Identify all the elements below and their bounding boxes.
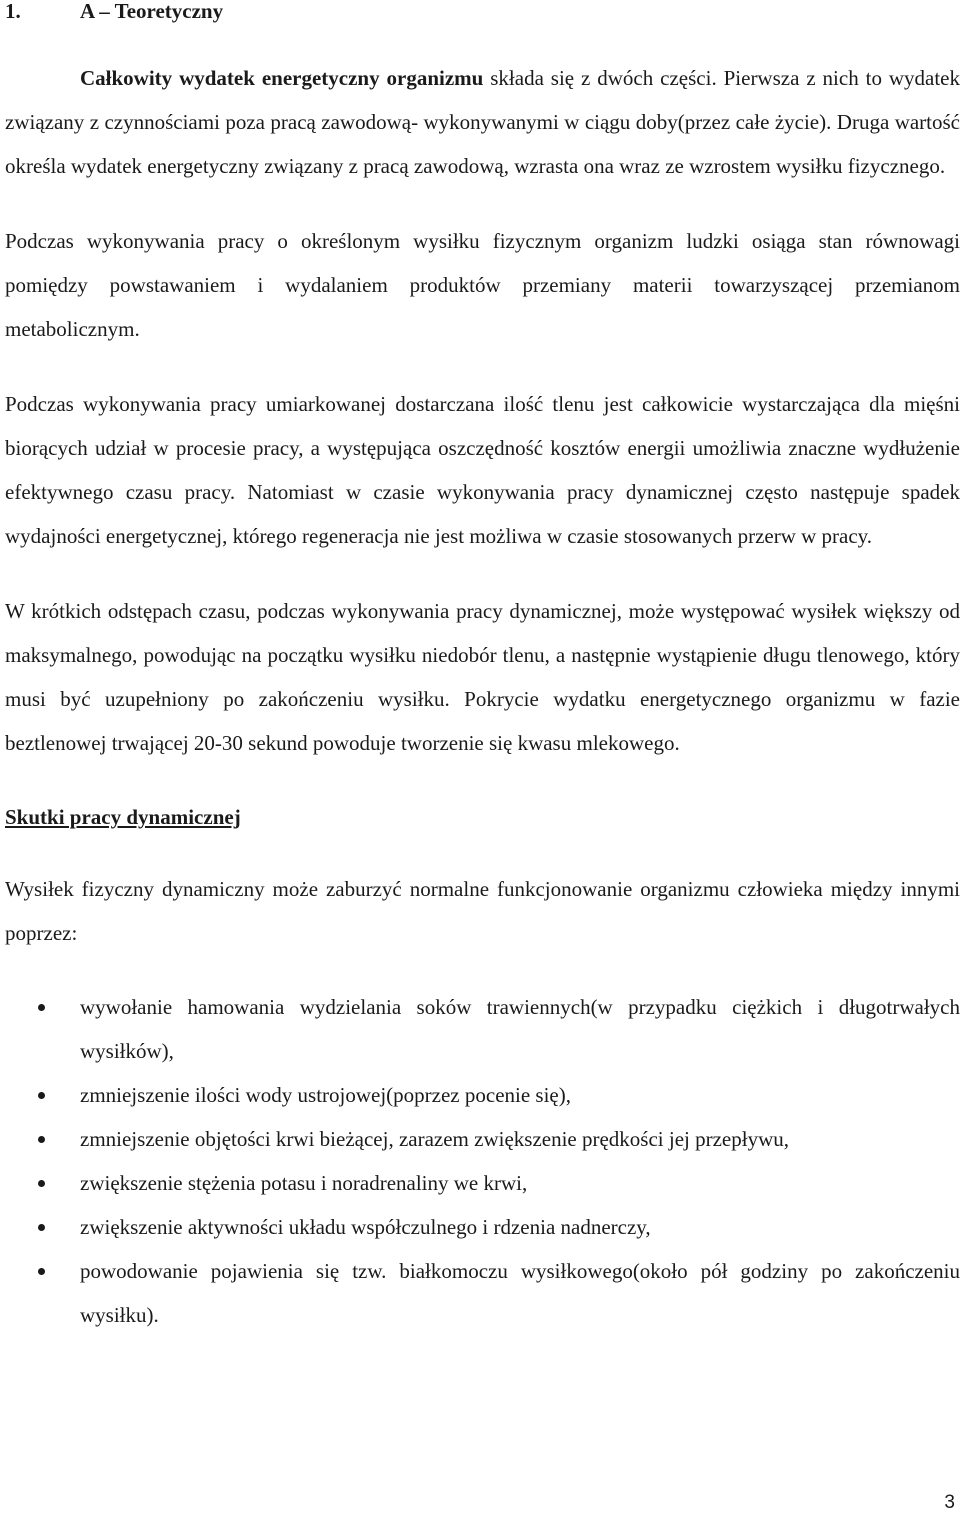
list-item: wywołanie hamowania wydzielania soków trawiennych(w przypadku ciężkich i długotrwałych wysiłków), bbox=[5, 985, 960, 1073]
bullet-icon bbox=[38, 1004, 45, 1011]
paragraph-bold-lead: Całkowity wydatek energetyczny organizmu bbox=[80, 66, 484, 90]
page-number: 3 bbox=[944, 1492, 955, 1513]
bullet-icon bbox=[38, 1268, 45, 1275]
paragraph-moderate-work: Podczas wykonywania pracy umiarkowanej dostarczana ilość tlenu jest całkowicie wystarczająca dla mięśni biorących udział w procesie pracy, a występująca oszczędność kosztów energii umożliwia znaczne wydłużenie efektywnego czasu pracy. Natomiast w czasie wykonywania pracy dynamicznej często następuje spadek wydajności energetycznej, którego regeneracja nie jest możliwa w czasie stosowanych przerw w pracy. bbox=[5, 392, 960, 548]
list-item: zmniejszenie ilości wody ustrojowej(poprzez pocenie się), bbox=[5, 1073, 960, 1117]
bullet-icon bbox=[38, 1092, 45, 1099]
effects-list bbox=[5, 985, 960, 1337]
section-title: A – Teoretyczny bbox=[80, 0, 224, 23]
paragraph-equilibrium: Podczas wykonywania pracy o określonym wysiłku fizycznym organizm ludzki osiąga stan równowagi pomiędzy powstawaniem i wydalaniem produktów przemiany materii towarzyszącej przemianom metabolicznym. bbox=[5, 229, 960, 341]
list-item: zwiększenie stężenia potasu i noradrenaliny we krwi, bbox=[5, 1161, 960, 1205]
list-item: zmniejszenie objętości krwi bieżącej, zarazem zwiększenie prędkości jej przepływu, bbox=[5, 1117, 960, 1161]
document-page bbox=[5, 0, 960, 1337]
paragraph-text: składa się z dwóch części. Pierwsza z nich to wydatek związany z czynnościami poza pracą zawodową- wykonywanymi w ciągu doby(przez całe życie). Druga wartość określa wydatek energetyczny związany z pracą zawodową, wzrasta ona wraz ze wzrostem wysiłku fizycznego. bbox=[5, 66, 960, 178]
list-item: zwiększenie aktywności układu współczulnego i rdzenia nadnerczy, bbox=[5, 1205, 960, 1249]
bullet-icon bbox=[38, 1136, 45, 1143]
paragraph-dynamic-effort: Wysiłek fizyczny dynamiczny może zaburzyć normalne funkcjonowanie organizmu człowieka między innymi poprzez: bbox=[5, 877, 960, 945]
section-heading bbox=[5, 0, 960, 24]
paragraph-energy-expenditure bbox=[5, 56, 960, 188]
bullet-icon bbox=[38, 1224, 45, 1231]
list-item: powodowanie pojawienia się tzw. białkomoczu wysiłkowego(około pół godziny po zakończeniu wysiłku). bbox=[5, 1249, 960, 1337]
section-number: 1. bbox=[5, 0, 21, 23]
bullet-icon bbox=[38, 1180, 45, 1187]
paragraph-oxygen-debt: W krótkich odstępach czasu, podczas wykonywania pracy dynamicznej, może występować wysiłek większy od maksymalnego, powodując na początku wysiłku niedobór tlenu, a następnie wystąpienie długu tlenowego, który musi być uzupełniony po zakończeniu wysiłku. Pokrycie wydatku energetycznego organizmu w fazie beztlenowej trwającej 20-30 sekund powoduje tworzenie się kwasu mlekowego. bbox=[5, 599, 960, 755]
subheading-dynamic-work-effects: Skutki pracy dynamicznej bbox=[5, 805, 241, 829]
